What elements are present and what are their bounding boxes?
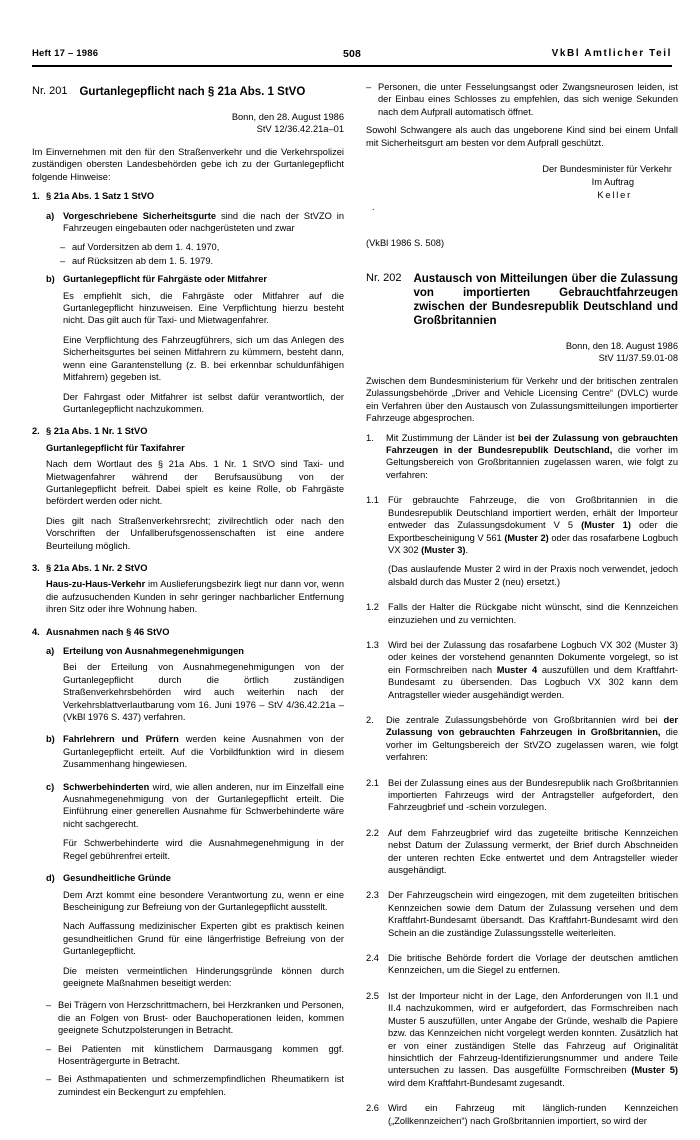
decimal-list-item-body — [388, 1102, 678, 1134]
header-rule — [32, 65, 672, 67]
body-text: die vorher im Geltungsbereich von Großbritannien zugelassen waren, wie folgt zu verfahren: — [386, 445, 678, 480]
list-item-3-heading: § 21a Abs. 1 Nr. 2 StVO — [46, 562, 148, 573]
dash-item-4d-2-text: Bei Patienten mit künstlichem Darmausgang kommen ggf. Hosenträgergurte in Betracht. — [58, 1043, 344, 1066]
dateline-reference: StV 12/36.42.21a–01 — [256, 124, 344, 134]
list-item-1b-para-1: Es empfiehlt sich, die Fahrgäste oder Mitfahrer auf die Gurtanlegepflicht hinzuweisen. Eine Verpflichtung hierzu besteht nicht. Das gilt auch für Taxi- und Mietwagenfahrer. — [63, 290, 344, 326]
decimal-list-item — [366, 1102, 678, 1134]
decimal-list-item — [366, 714, 678, 771]
list-marker: a) — [46, 646, 55, 656]
decimal-list-item-body — [388, 952, 678, 984]
body-text: Bei der Zulassung eines aus der Bundesrepublik nach Großbritannien importierten Fahrzeugs wird der Antragsteller aufgefordert, den Fahrzeugbrief und -schein vorzulegen. — [388, 777, 678, 813]
dash-item-4d-1 — [32, 999, 344, 1036]
dash-marker: – — [60, 255, 66, 266]
decimal-list-item-text — [388, 889, 678, 939]
signature-name: Keller — [597, 190, 632, 201]
body-text: Ist der Importeur nicht in der Lage, den Anforderungen von II.1 und II.4 nachzukommen, wird er aufgefordert, das Formschreiben nach Muster 5 auszufüllen, unter Angabe der Gründe, weshalb die Papiere bzw. das Kennzeichen nicht vorgelegt werden konnten. Zusätzlich hat er von einer zuständigen Stelle das Fahrzeug auf Originalität hinsichtlich der Fahrzeug-Identifizierungsnummer und andere Teile untersuchen zu lassen. Das ausgefüllte Formschreiben — [388, 990, 678, 1076]
article-201-heading — [32, 85, 344, 99]
dash-item-1a-2-text: auf Rücksitzen ab dem 1. 5. 1979. — [72, 255, 214, 266]
list-item-4d — [32, 872, 344, 996]
running-head — [32, 48, 672, 67]
list-item-3-rest: im Auslieferungsbezirk liegt nur dann vor, wenn die aufzusuchenden Kunden in sehr geringer nachbarlicher Entfernung ihren Sitz oder ihre Wohnung haben. — [46, 579, 344, 615]
emphasis-text: (Muster 1) — [581, 520, 631, 531]
list-marker: 2.3 — [366, 890, 379, 901]
article-201-number: Nr. 201 — [32, 85, 68, 97]
article-201-dateline — [32, 111, 344, 135]
list-marker: c) — [46, 781, 55, 792]
decimal-list-item — [366, 777, 678, 821]
list-marker: 1.1 — [366, 495, 379, 506]
two-column-body — [32, 81, 678, 1140]
dash-item-1a-1-text: auf Vordersitzen ab dem 1. 4. 1970, — [72, 242, 220, 253]
dash-marker: – — [60, 242, 66, 253]
continued-paragraph: Sowohl Schwangere als auch das ungeborene Kind sind bei einem Unfall mit Sicherheitsgurt am besten vor dem Aufprall geschützt. — [366, 125, 678, 148]
dash-item-4d-3 — [32, 1073, 344, 1098]
dash-item-continued — [366, 81, 678, 118]
signature-block — [366, 163, 678, 202]
article-201-title: Gurtanlegepflicht nach § 21a Abs. 1 StVO — [79, 86, 306, 98]
decimal-list-item-text — [388, 601, 678, 626]
article-202-number: Nr. 202 — [366, 272, 402, 285]
list-item-4d-para-3: Die meisten vermeintlichen Hinderungsgründe können durch geeignete Maßnahmen beseitigt werden: — [63, 965, 344, 988]
list-item-4a-heading: Erteilung von Ausnahmegenehmigungen — [63, 646, 244, 656]
body-text: Wird ein Fahrzeug mit länglich-runden Kennzeichen („Zollkennzeichen“) nach Großbritannien importiert, so wird der — [388, 1103, 678, 1126]
dateline-place: Bonn, den 28. August 1986 — [231, 112, 344, 122]
body-text: Wird bei der Zulassung das rosafarbene Logbuch VX 302 (Muster 3) oder keines der vorstehend genannten Dokumente vorgelegt, so ist ein Formschreiben nach — [388, 639, 678, 675]
body-text: Die zentrale Zulassungsbehörde von Großbritannien wird bei — [386, 714, 664, 725]
list-item-1a-lead: Vorgeschriebene Sicherheitsgurte — [63, 210, 217, 221]
list-marker: 2.2 — [366, 827, 379, 838]
dateline-reference: StV 11/37.59.01-08 — [598, 353, 678, 364]
dash-item-4d-1-text: Bei Trägern von Herzschrittmachern, bei Herzkranken und Personen, die an Folgen von Brust- oder Bauchoperationen leiden, kommen geeignete Schutzpolsterungen in Betracht. — [58, 1000, 344, 1036]
decimal-list-item-body — [388, 889, 678, 946]
list-item-1b-heading: Gurtanlegepflicht für Fahrgäste oder Mitfahrer — [63, 274, 268, 285]
decimal-list-item — [366, 494, 678, 595]
decimal-list-item-text — [388, 777, 678, 814]
decimal-list-item-body — [386, 432, 678, 489]
list-marker: d) — [46, 873, 55, 884]
list-item-4c-rest: wird, wie allen anderen, nur im Einzelfall eine Ausnahmegenehmigung von der Gurtanlegepflicht erteilt. Die Einführung einer generellen Ausnahme für Schwerbehinderte wäre nicht sachgerecht. — [63, 781, 344, 829]
list-marker: b) — [46, 734, 55, 745]
list-item-4-heading: Ausnahmen nach § 46 StVO — [46, 626, 170, 637]
right-column — [366, 81, 678, 1140]
dash-item-continued-text: Personen, die unter Fesselungsangst oder Zwangsneurosen leiden, ist der Einbau eines Schlosses zu empfehlen, das sich wenige Sekunden nach dem Aufprall automatisch öffnet. — [378, 82, 678, 117]
list-item-4b-lead: Fahrlehrern und Prüfern — [63, 734, 179, 745]
list-item-4d-para-1: Dem Arzt kommt eine besondere Verantwortung zu, wenn er eine Bescheinigung zur Befreiung von der Gurtanlegepflicht ausstellt. — [63, 889, 344, 912]
list-item-4c — [32, 781, 344, 869]
body-text: auszufüllen und dem Kraftfahrt-Bundesamt zu übersenden. Das Logbuch VX 302 kann dem Antragsteller wieder ausgehändigt werden. — [388, 664, 678, 700]
list-item-3 — [32, 562, 344, 623]
dash-marker: – — [46, 1074, 52, 1085]
emphasis-text: bei der Zulassung von gebrauchten Fahrzeugen in der Bundesrepublik Deutschland, — [386, 432, 678, 456]
list-marker: b) — [46, 274, 55, 285]
body-text: Mit Zustimmung der Länder ist — [386, 432, 518, 443]
dash-marker: – — [366, 82, 372, 92]
dash-item-1a-2 — [32, 255, 344, 267]
decimal-list-item-text — [388, 990, 678, 1089]
decimal-list-item — [366, 827, 678, 884]
decimal-list-item-body — [388, 827, 678, 884]
list-item-2-para-1: Nach dem Wortlaut des § 21a Abs. 1 Nr. 1 StVO sind Taxi- und Mietwagenfahrer während der Berufsausübung von der Gurtanlegepflicht befreit. Dabei spielt es keine Rolle, ob Fahrgäste befördert werden oder nicht. — [46, 459, 344, 507]
list-item-1b — [32, 273, 344, 422]
list-item-1 — [32, 190, 344, 206]
list-marker: 1. — [32, 191, 40, 202]
list-item-1-heading: § 21a Abs. 1 Satz 1 StVO — [46, 191, 155, 202]
decimal-list-item-body — [388, 777, 678, 821]
decimal-list-item-body — [388, 601, 678, 633]
list-marker: 3. — [32, 562, 40, 573]
signature-by-order: Im Auftrag — [591, 177, 634, 188]
decimal-list-item-text — [388, 494, 678, 556]
decimal-list — [366, 432, 678, 1134]
list-item-4c-para-2: Für Schwerbehinderte wird die Ausnahmegenehmigung in der Regel gebührenfrei erteilt. — [63, 838, 344, 861]
list-item-4a-para-1: Bei der Erteilung von Ausnahmegenehmigungen von der Gurtanlegepflicht durch die örtlich zuständigen Straßenverkehrsbehörden wird auch weiterhin nach der Verkehrsblattverlautbarung vom 16. Juni 1976 – StV 4/36.42.21a – (VkBl 1976 S. 437) verfahren. — [63, 662, 344, 723]
decimal-list-item — [366, 889, 678, 946]
list-marker: 2.4 — [366, 953, 379, 964]
list-item-4b-rest: werden keine Ausnahmen von der Gurtanlegepflicht erteilt. Auf die Vorbildfunktion wird in diesem Zusammenhang hingewiesen. — [63, 734, 344, 770]
list-item-4 — [32, 626, 344, 642]
emphasis-text: (Muster 2) — [504, 532, 549, 543]
emphasis-text: der Zulassung von gebrauchten Fahrzeugen in Großbritannien, — [386, 714, 678, 738]
left-column — [32, 81, 344, 1140]
list-marker: 2.1 — [366, 777, 379, 788]
paragraph-dot-mark: . — [372, 202, 375, 213]
decimal-list-item-body — [388, 639, 678, 708]
dash-item-4d-3-text: Bei Asthmapatienten und schmerzempfindlichen Rheumatikern ist zumindest ein Beckengurt zu empfehlen. — [58, 1074, 344, 1097]
list-item-2-para-2: Dies gilt nach Straßenverkehrsrecht; zivilrechtlich oder nach den Vorschriften der Unfallberufsgenossenschaften ist eine andere Beurteilung möglich. — [46, 515, 344, 551]
body-text: die vorher im Geltungsbereich der StVZO zugelassen waren, wie folgt verfahren: — [386, 727, 678, 763]
decimal-list-item-text — [388, 1102, 678, 1127]
decimal-list-item — [366, 432, 678, 489]
dash-marker: – — [46, 1000, 52, 1011]
decimal-list-item — [366, 639, 678, 708]
list-item-4a — [32, 645, 344, 730]
decimal-list-item-text — [386, 714, 678, 764]
signature-authority: Der Bundesminister für Verkehr — [542, 164, 672, 175]
emphasis-text: (Muster 3) — [421, 544, 466, 555]
decimal-list-item-text — [386, 432, 678, 482]
dash-item-4d-2 — [32, 1043, 344, 1068]
list-marker: 2. — [32, 426, 40, 437]
list-item-1b-para-2: Eine Verpflichtung des Fahrzeugführers, sich um das Anlegen des Sicherheitsgurtes bei seinen Mitfahrern zu kümmern, besteht dann, wenn eine Garantenstellung (z. B. bei erkennbar schuldunfähigen Mitfahrern) gegeben ist. — [63, 334, 344, 383]
source-reference: (VkBl 1986 S. 508) — [366, 238, 445, 249]
body-text: oder die Exportbescheinigung V 561 — [388, 520, 678, 543]
list-item-2 — [32, 425, 344, 559]
list-item-1b-para-3: Der Fahrgast oder Mitfahrer ist selbst dafür verantwortlich, der Gurtanlegepflicht nachzukommen. — [63, 391, 344, 414]
list-marker: a) — [46, 210, 55, 221]
article-201-intro: Im Einvernehmen mit den für den Straßenverkehr und die Verkehrspolizei zuständigen obersten Landesbehörden gebe ich zu der Gurtanlegepflicht folgende Hinweise: — [32, 147, 344, 182]
body-text: oder das rosafarbene Logbuch VX 302 — [388, 532, 678, 555]
decimal-list-item-body — [388, 494, 678, 595]
decimal-list-item-note: (Das auslaufende Muster 2 wird in der Praxis noch verwendet, jedoch alsbald durch das Muster 2 (neu) ersetzt.) — [388, 564, 678, 587]
decimal-list-item-text — [388, 639, 678, 701]
article-202-dateline — [366, 340, 678, 364]
list-item-3-lead: Haus-zu-Haus-Verkehr — [46, 579, 146, 590]
body-text: Der Fahrzeugschein wird eingezogen, mit dem zugeteilten britischen Kennzeichen sowie dem Datum der Zulassung versehen und dem Kraftfahrt-Bundesamt übersandt. Das Kraftfahrt-Bundesamt wird den Schein an die zuständige Zulassungsstelle weiterleiten. — [388, 890, 678, 938]
body-text: Für gebrauchte Fahrzeuge, die von Großbritannien in die Bundesrepublik Deutschland importiert werden, erhält der Importeur entweder das Zulassungsdokument V 5 — [388, 495, 678, 531]
list-marker: 4. — [32, 626, 40, 637]
decimal-list-item-text — [388, 952, 678, 977]
list-marker: 1. — [366, 432, 374, 443]
running-head-publication: VkBl Amtlicher Teil — [551, 48, 672, 59]
list-marker: 1.3 — [366, 639, 379, 650]
decimal-list-item — [366, 990, 678, 1096]
list-item-1a-rest: sind die nach der StVZO in Fahrzeugen eingebauten oder nachgerüsteten und zwar — [63, 210, 345, 234]
list-item-4c-lead: Schwerbehinderten — [63, 781, 150, 792]
page-number: 508 — [342, 48, 362, 60]
article-202-intro: Zwischen dem Bundesministerium für Verkehr und der britischen zentralen Zulassungsbehörde „Driver and Vehicle Licensing Centre“ (DVLC) wurde ein Verfahren über den Austausch von Zulassungsmitteilungen importierter Fahrzeuge abgesprochen. — [366, 376, 678, 424]
decimal-list-item — [366, 952, 678, 984]
list-item-4b — [32, 733, 344, 777]
running-head-issue: Heft 17 – 1986 — [32, 48, 99, 59]
decimal-list-item-body — [386, 714, 678, 771]
dateline-place: Bonn, den 18. August 1986 — [565, 341, 678, 352]
article-202-heading — [366, 272, 678, 328]
decimal-list-item-text — [388, 827, 678, 877]
list-marker: 2. — [366, 714, 374, 725]
body-text: Auf dem Fahrzeugbrief wird das zugeteilte britische Kennzeichen nebst Datum der Zulassung vermerkt, der Brief durch Abschneiden der unteren rechten Ecke entwertet und dem Antragsteller wieder ausgehändigt. — [388, 827, 678, 876]
article-202-title: Austausch von Mitteilungen über die Zulassung von importierten Gebrauchtfahrzeugen zwischen der Bundesrepublik Deutschland und Großbritannien — [413, 273, 678, 328]
dash-item-1a-1 — [32, 241, 344, 253]
decimal-list-item-body — [388, 990, 678, 1096]
body-text: wird dem Kraftfahrt-Bundesamt zugesandt. — [388, 1077, 565, 1088]
dash-marker: – — [46, 1043, 52, 1054]
emphasis-text: Muster 4 — [496, 664, 538, 675]
emphasis-text: (Muster 5) — [631, 1065, 678, 1076]
list-item-2-subheading: Gurtanlegepflicht für Taxifahrer — [46, 442, 185, 453]
list-marker: 2.6 — [366, 1103, 379, 1114]
list-item-4d-para-2: Nach Auffassung medizinischer Experten gibt es praktisch keinen gesundheitlichen Grund für eine längerfristige Befreiung von der Gurtanlegepflicht. — [63, 921, 344, 957]
body-text: Falls der Halter die Rückgabe nicht wünscht, sind die Kennzeichen einzuziehen und zu vernichten. — [388, 602, 678, 625]
body-text: Die britische Behörde fordert die Vorlage der deutschen amtlichen Kennzeichen, um die Siegel zu entfernen. — [388, 953, 678, 976]
list-marker: 2.5 — [366, 990, 379, 1001]
list-item-2-heading: § 21a Abs. 1 Nr. 1 StVO — [46, 426, 148, 437]
body-text: . — [465, 544, 469, 555]
decimal-list-item — [366, 601, 678, 633]
list-marker: 1.2 — [366, 602, 379, 613]
list-item-1a — [32, 210, 344, 239]
list-item-4d-heading: Gesundheitliche Gründe — [63, 873, 171, 884]
